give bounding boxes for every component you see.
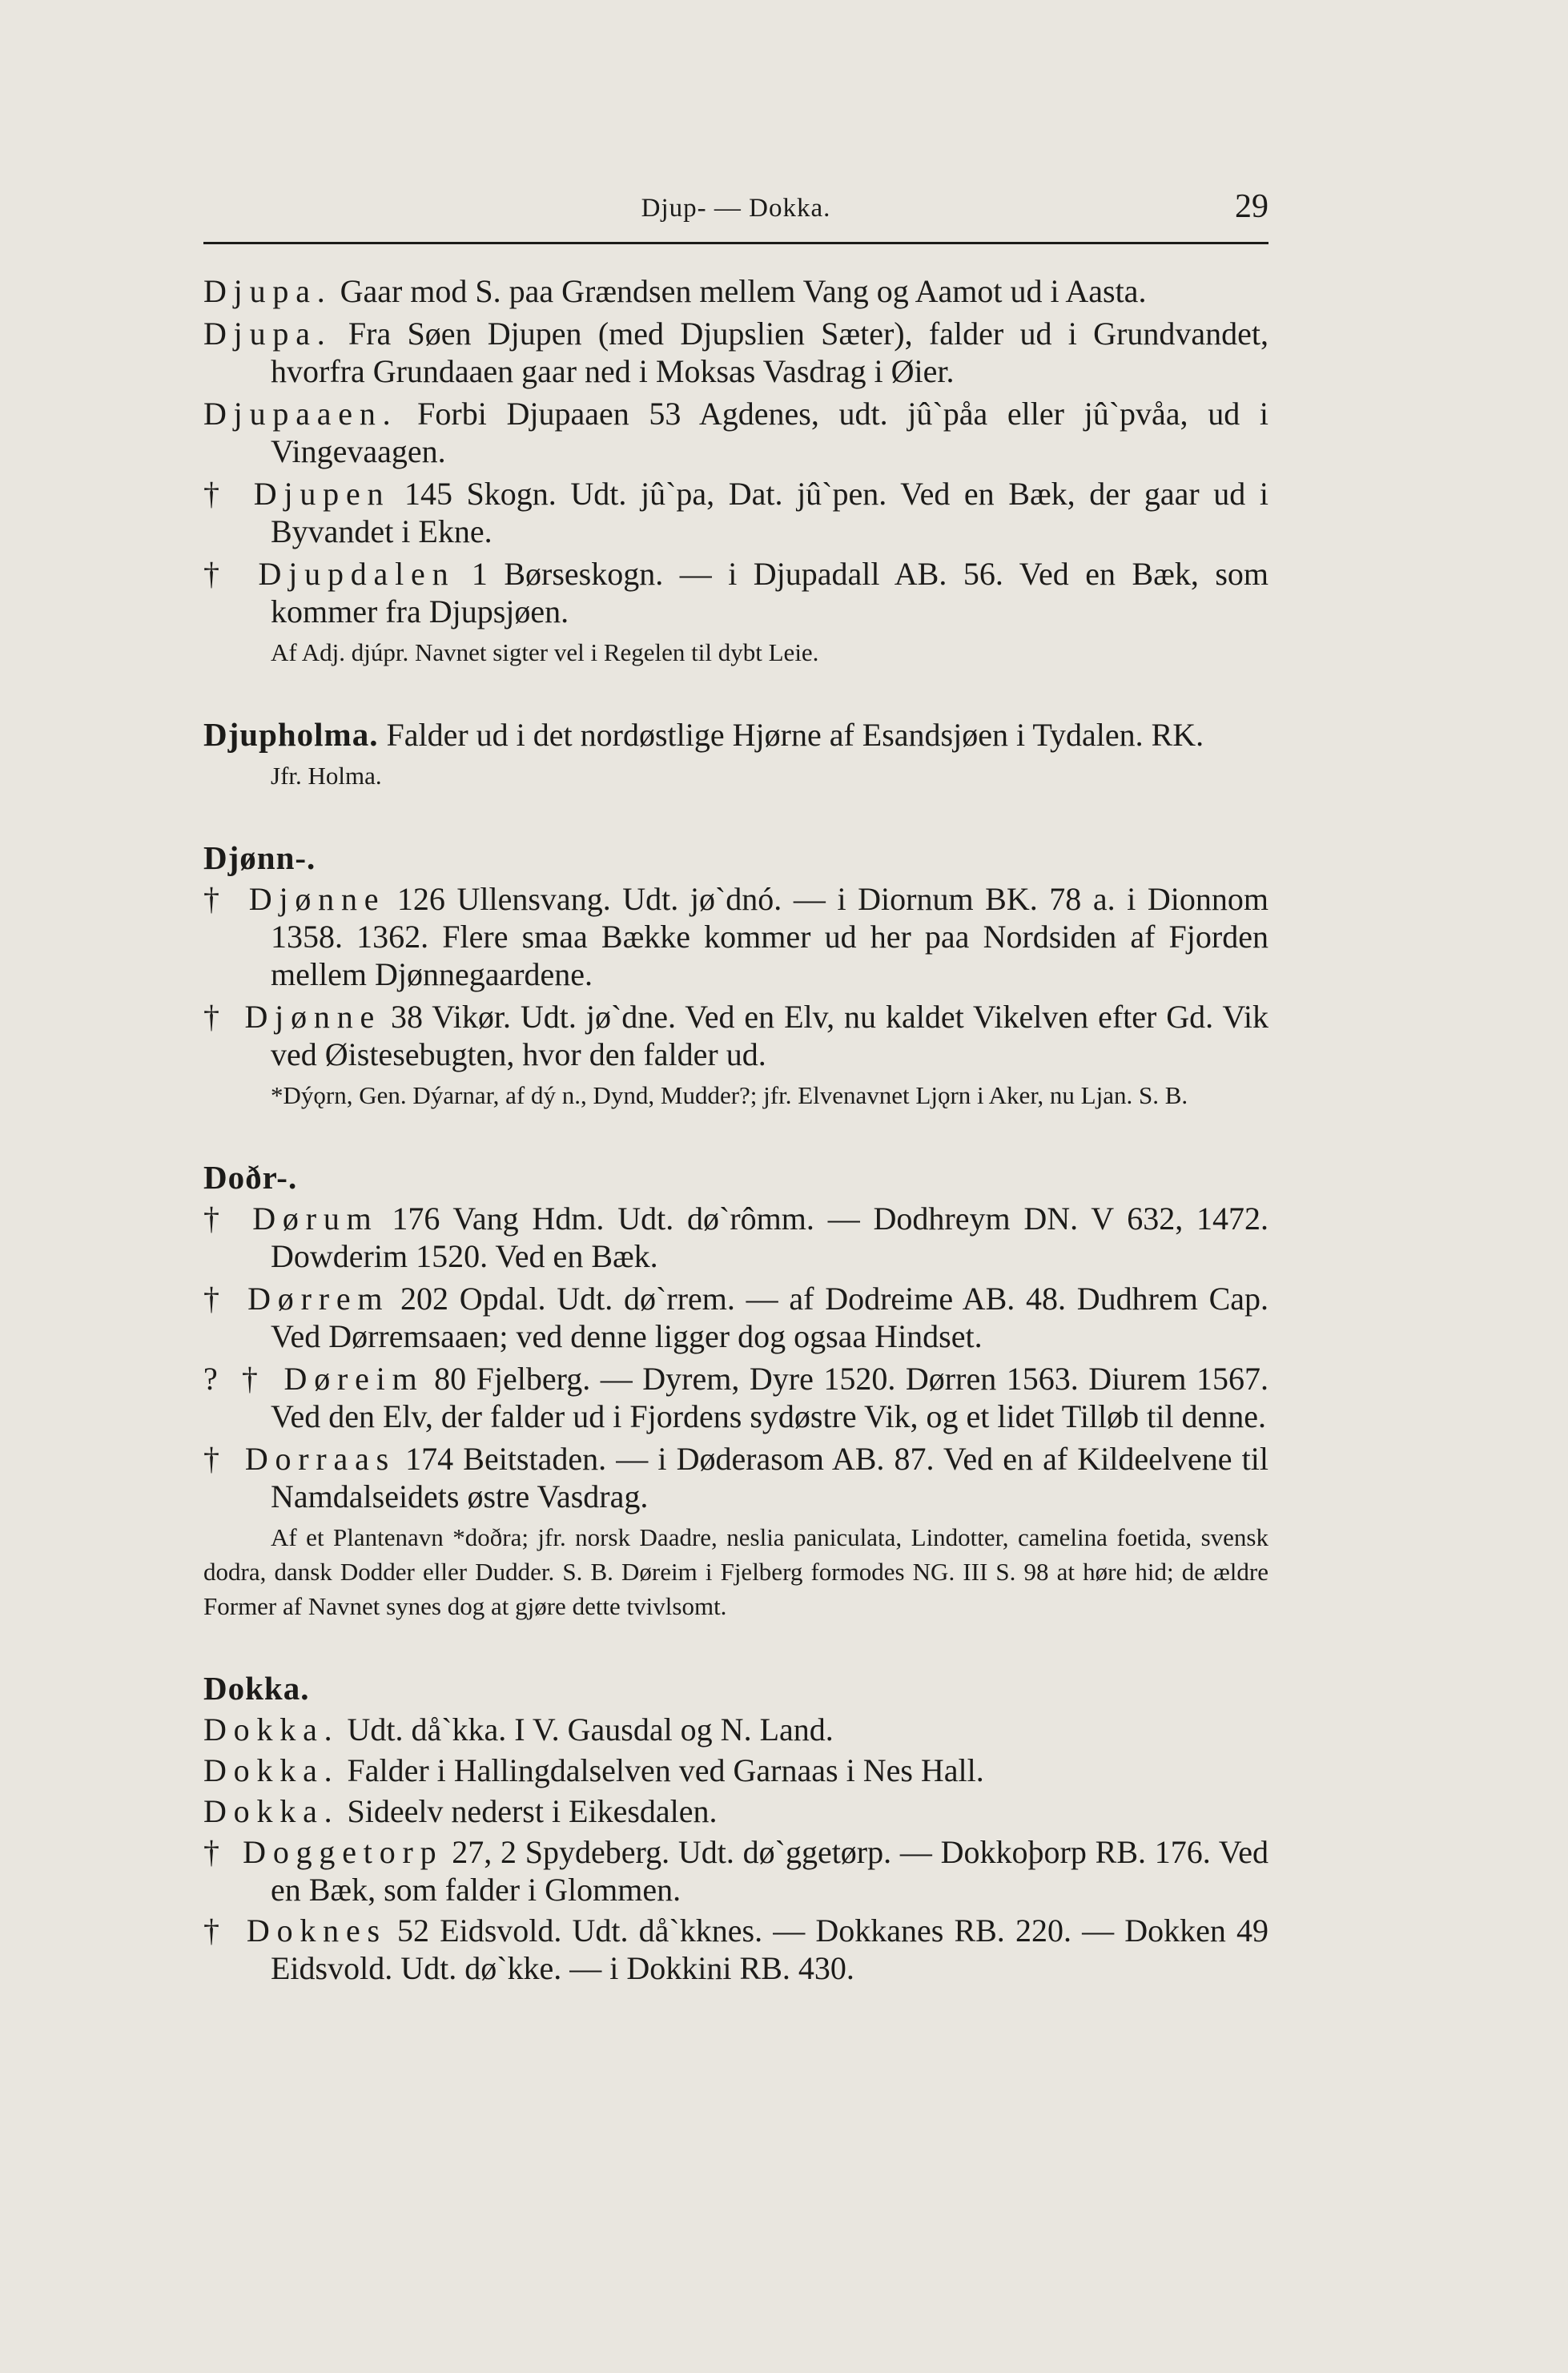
entry-text: 27, 2 Spydeberg. Udt. dø`ggetørp. — Dokkoþorp RB. 176. Ved en Bæk, som falder i Glommen. (271, 1834, 1269, 1908)
cross-reference-note: Jfr. Holma. (271, 762, 382, 790)
entry-text: 202 Opdal. Udt. dø`rrem. — af Dodreime AB. 48. Dudhrem Cap. Ved Dørremsaaen; ved denne ligger dog ogsaa Hindset. (271, 1281, 1268, 1354)
entry (203, 272, 1268, 310)
etymology-note: Af Adj. djúpr. Navnet sigter vel i Regelen til dybt Leie. (271, 638, 819, 666)
entry-text: 145 Skogn. Udt. jû`pa, Dat. jû`pen. Ved en Bæk, der gaar ud i Byvandet i Ekne. (271, 476, 1269, 549)
entry (203, 1833, 1268, 1908)
entry-group-dodr (203, 1159, 1268, 1623)
entry (203, 475, 1268, 550)
entry (203, 555, 1268, 630)
group-title: Doðr-. (203, 1159, 298, 1196)
etymology-note: Af et Plantenavn *doðra; jfr. norsk Daadre, neslia paniculata, Lindotter, camelina foetida, svensk dodra, dansk Dodder eller Dudder. S. B. Døreim i Fjelberg formodes NG. III S. 98 at høre hid; de ældre Former af Navnet synes dog at gjøre dette tvivlsomt. (203, 1523, 1268, 1620)
entry-head: † Dorraas (203, 1441, 396, 1477)
page-header (203, 188, 1268, 244)
entry-text: 52 Eidsvold. Udt. då`kknes. — Dokkanes RB. 220. — Dokken 49 Eidsvold. Udt. dø`kke. — i Dokkini RB. 430. (271, 1912, 1268, 1986)
entry-text: Falder i Hallingdalselven ved Garnaas i Nes Hall. (347, 1752, 984, 1788)
entry (203, 880, 1268, 993)
entry-text: 80 Fjelberg. — Dyrem, Dyre 1520. Dørren 1563. Diurem 1567. Ved den Elv, der falder ud i Fjordens sydøstre Vik, og et lidet Tilløb til denne. (271, 1361, 1268, 1434)
group-title: Dokka. (203, 1670, 310, 1707)
entry-head: † Djupdalen (203, 556, 456, 592)
entry-head: Dokka. (203, 1752, 340, 1788)
entry-text: 1 Børseskogn. — i Djupadall AB. 56. Ved en Bæk, som kommer fra Djupsjøen. (271, 556, 1269, 629)
entry-head: † Djønne (203, 881, 386, 917)
entry-text: 38 Vikør. Udt. jø`dne. Ved en Elv, nu kaldet Vikelven efter Gd. Vik ved Øistesebugten, hvor den falder ud. (271, 999, 1269, 1072)
entry-text: 176 Vang Hdm. Udt. dø`rômm. — Dodhreym DN. V 632, 1472. Dowderim 1520. Ved en Bæk. (271, 1201, 1269, 1274)
group-title: Djupholma. (203, 716, 379, 753)
entry-head: † Dørum (203, 1201, 379, 1237)
entry-group-djupholma (203, 716, 1268, 793)
entry-text: Forbi Djupaaen 53 Agdenes, udt. jû`påa eller jû`pvåa, ud i Vingevaagen. (271, 396, 1269, 469)
page-number: 29 (1235, 188, 1268, 225)
entry-head: † Dørrem (203, 1281, 390, 1317)
entry (203, 1280, 1268, 1355)
entry (203, 315, 1268, 390)
entry-text: 126 Ullensvang. Udt. jø`dnó. — i Diornum BK. 78 a. i Dionnom 1358. 1362. Flere smaa Bække kommer ud her paa Nordsiden af Fjorden mellem Djønnegaardene. (271, 881, 1269, 992)
entry-text: 174 Beitstaden. — i Døderasom AB. 87. Ved en af Kildeelvene til Namdalseidets østre Vasdrag. (271, 1441, 1269, 1514)
entry (203, 1200, 1268, 1275)
group-title: Djønn-. (203, 839, 316, 876)
running-head: Djup- — Dokka. (641, 194, 831, 223)
entry-text: Sideelv nederst i Eikesdalen. (347, 1793, 718, 1829)
entry-text: Fra Søen Djupen (med Djupslien Sæter), falder ud i Grundvandet, hvorfra Grundaaen gaar ned i Moksas Vasdrag i Øier. (271, 316, 1269, 389)
entry-group-djonn (203, 839, 1268, 1112)
etymology-note: *Dýǫrn, Gen. Dýarnar, af dý n., Dynd, Mudder?; jfr. Elvenavnet Ljǫrn i Aker, nu Ljan. S. B. (271, 1081, 1188, 1109)
entry-head: Dokka. (203, 1793, 340, 1829)
entry-text: Udt. då`kka. I V. Gausdal og N. Land. (347, 1711, 834, 1748)
page-body (203, 272, 1268, 1990)
entry (203, 1752, 1268, 1789)
entry-head: Djupa. (203, 273, 332, 309)
entry-head: † Djupen (203, 476, 391, 512)
entry (203, 1912, 1268, 1987)
entry (203, 1792, 1268, 1830)
entry-head: † Doggetorp (203, 1834, 444, 1870)
entry-group-djupa (203, 272, 1268, 670)
entry (203, 1360, 1268, 1435)
entry-text: Falder ud i det nordøstlige Hjørne af Esandsjøen i Tydalen. RK. (386, 717, 1204, 753)
entry (203, 1440, 1268, 1515)
entry-head: Djupaaen. (203, 396, 398, 432)
entry-head: Dokka. (203, 1711, 340, 1748)
entry (203, 716, 1268, 754)
entry-head: Djupa. (203, 316, 332, 352)
entry (203, 998, 1268, 1073)
entry-head: † Doknes (203, 1912, 387, 1949)
entry-head: † Djønne (203, 999, 382, 1035)
entry-head: ? † Døreim (203, 1361, 424, 1397)
entry-group-dokka (203, 1670, 1268, 1987)
entry (203, 395, 1268, 470)
entry (203, 1711, 1268, 1748)
entry-text: Gaar mod S. paa Grændsen mellem Vang og Aamot ud i Aasta. (340, 273, 1147, 309)
